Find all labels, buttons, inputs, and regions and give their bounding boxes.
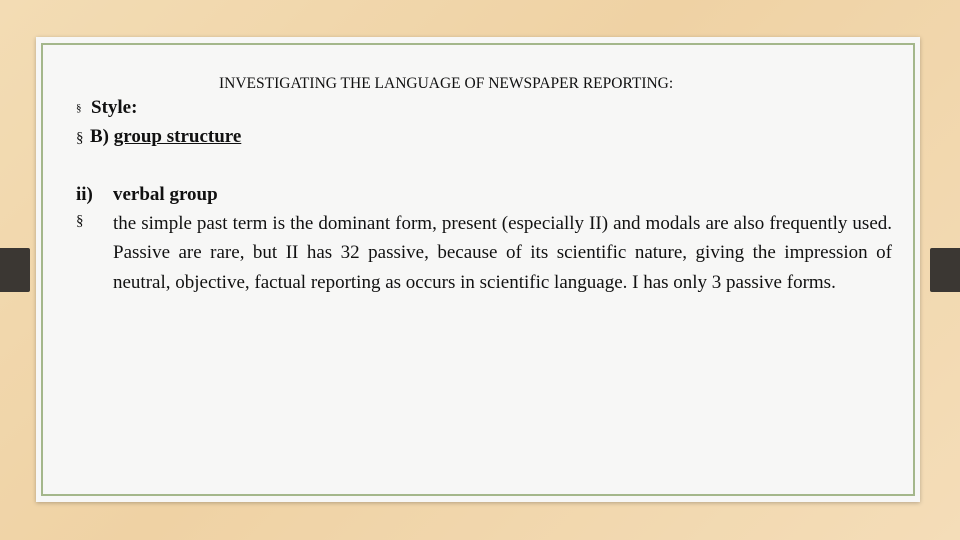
right-side-tab bbox=[930, 248, 960, 292]
structure-heading bbox=[76, 126, 241, 148]
style-bullet: § bbox=[76, 102, 82, 114]
left-side-tab bbox=[0, 248, 30, 292]
style-heading bbox=[76, 97, 137, 119]
subsection-label: verbal group bbox=[113, 184, 218, 205]
structure-bullet: § bbox=[76, 130, 84, 146]
structure-prefix: B) bbox=[90, 126, 109, 147]
style-label: Style: bbox=[91, 97, 138, 118]
structure-label: group structure bbox=[113, 126, 242, 147]
subsection-number: ii) bbox=[76, 184, 93, 205]
verbal-group-heading bbox=[76, 184, 218, 206]
paragraph-bullet: § bbox=[76, 213, 84, 229]
body-paragraph: the simple past term is the dominant form, present (especially II) and modals are also frequently used. Passive are rare, but II has 32 passive, because of its scientific nature, giving the impression of neutral, objective, factual reporting as occurs in scientific language. I has only 3 passive forms. bbox=[113, 213, 892, 293]
slide-card bbox=[36, 37, 920, 502]
slide-title: INVESTIGATING THE LANGUAGE OF NEWSPAPER REPORTING: bbox=[219, 75, 674, 92]
